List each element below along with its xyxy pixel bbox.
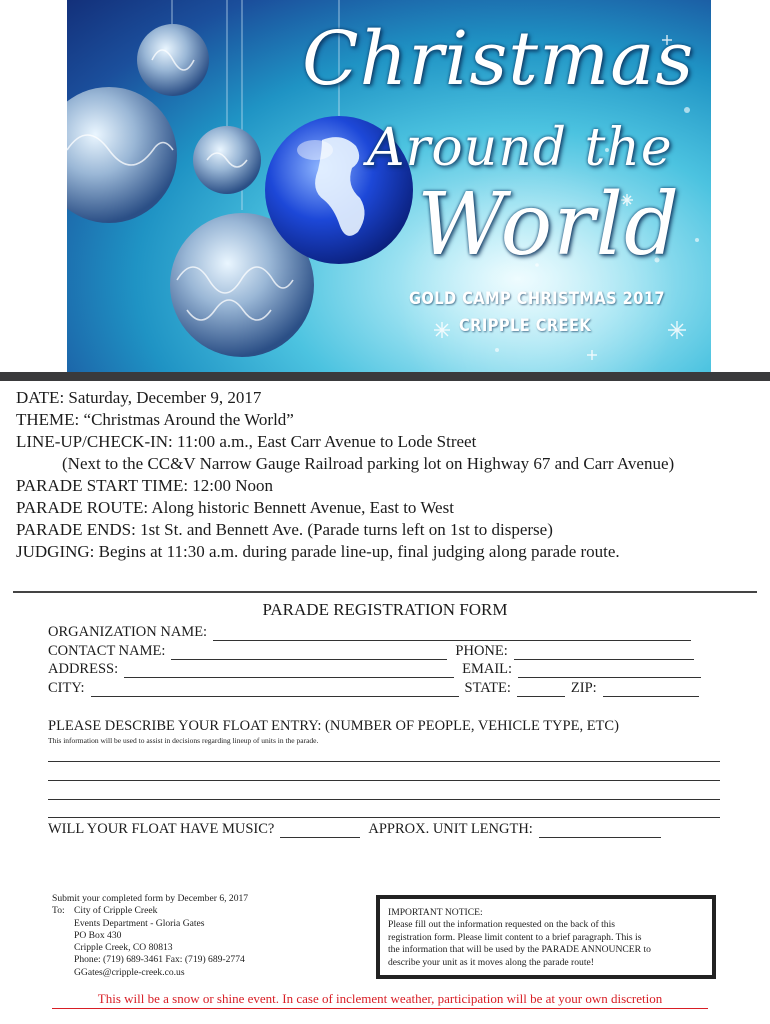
organization-row [48, 624, 691, 641]
organization-label: ORGANIZATION NAME: [48, 624, 208, 640]
float-description-label: PLEASE DESCRIBE YOUR FLOAT ENTRY: (NUMBER OF PEOPLE, VEHICLE TYPE, ETC) [48, 718, 619, 734]
judging-line: JUDGING: Begins at 11:30 a.m. during parade line-up, final judging along parade route. [16, 542, 620, 561]
city-field[interactable] [91, 682, 459, 697]
weather-disclaimer: This will be a snow or shine event. In case of inclement weather, participation will be at your own discretion [52, 991, 708, 1009]
description-line-2[interactable] [48, 780, 720, 781]
city-label: CITY: [48, 680, 85, 696]
city-state-zip: Cripple Creek, CO 80813 [74, 942, 173, 954]
theme-line: THEME: “Christmas Around the World” [16, 410, 294, 429]
music-length-row [48, 821, 661, 838]
phone-field[interactable] [514, 645, 694, 660]
email-field[interactable] [518, 663, 701, 678]
phone-label: PHONE: [455, 643, 508, 659]
start-time-line: PARADE START TIME: 12:00 Noon [16, 476, 274, 495]
divider-band [0, 372, 770, 381]
contact-email: GGates@cripple-creek.co.us [74, 966, 185, 978]
contact-row [48, 643, 694, 660]
notice-heading: IMPORTANT NOTICE: [388, 907, 483, 918]
notice-line-3: the information that will be used by the PARADE ANNOUNCER to [388, 944, 651, 956]
state-label: STATE: [464, 680, 511, 696]
organization-field[interactable] [213, 626, 691, 641]
phone-fax: Phone: (719) 689-3461 Fax: (719) 689-2774 [74, 954, 245, 966]
date-line: DATE: Saturday, December 9, 2017 [16, 388, 262, 407]
email-label: EMAIL: [462, 661, 513, 677]
zip-label: ZIP: [570, 680, 597, 696]
contact-name-field[interactable] [171, 645, 447, 660]
notice-line-4: describe your unit as it moves along the parade route! [388, 956, 594, 968]
submission-info [52, 893, 248, 979]
banner-subtitle-event: GOLD CAMP CHRISTMAS 2017 [409, 289, 666, 309]
department: Events Department - Gloria Gates [74, 917, 205, 929]
notice-line-1: Please fill out the information requested on the back of this [388, 919, 615, 931]
recipient-name: City of Cripple Creek [74, 905, 158, 917]
banner-subtitle-location: CRIPPLE CREEK [459, 316, 592, 336]
to-label: To: [52, 905, 65, 917]
city-row [48, 680, 699, 697]
description-line-4[interactable] [48, 817, 720, 818]
notice-line-2: registration form. Please limit content to a brief paragraph. This is [388, 931, 642, 943]
address-label: ADDRESS: [48, 661, 119, 677]
ornament-2 [67, 87, 177, 223]
music-label: WILL YOUR FLOAT HAVE MUSIC? [48, 821, 275, 837]
form-title: PARADE REGISTRATION FORM [262, 600, 508, 619]
lineup-note: (Next to the CC&V Narrow Gauge Railroad parking lot on Highway 67 and Carr Avenue) [62, 454, 675, 473]
po-box: PO Box 430 [74, 929, 122, 941]
state-field[interactable] [517, 682, 565, 697]
submit-deadline: Submit your completed form by December 6, 2017 [52, 893, 249, 904]
event-details [16, 387, 756, 563]
description-line-1[interactable] [48, 761, 720, 762]
ends-line: PARADE ENDS: 1st St. and Bennett Ave. (Parade turns left on 1st to disperse) [16, 520, 553, 539]
important-notice-box [376, 895, 716, 979]
float-description-note: This information will be used to assist in decisions regarding lineup of units in the parade. [48, 736, 319, 745]
banner-title-line1: Christmas [302, 16, 695, 102]
banner-image [67, 0, 711, 372]
section-divider [13, 591, 757, 593]
lineup-line: LINE-UP/CHECK-IN: 11:00 a.m., East Carr Avenue to Lode Street [16, 432, 477, 451]
unit-length-field[interactable] [539, 823, 661, 838]
zip-field[interactable] [603, 682, 699, 697]
banner-title-line2: Around the [367, 118, 673, 178]
music-field[interactable] [280, 823, 360, 838]
contact-name-label: CONTACT NAME: [48, 643, 166, 659]
description-line-3[interactable] [48, 799, 720, 800]
banner-title-line3: World [417, 175, 680, 275]
address-row [48, 661, 701, 678]
route-line: PARADE ROUTE: Along historic Bennett Avenue, East to West [16, 498, 454, 517]
unit-length-label: APPROX. UNIT LENGTH: [368, 821, 533, 837]
address-field[interactable] [124, 663, 454, 678]
